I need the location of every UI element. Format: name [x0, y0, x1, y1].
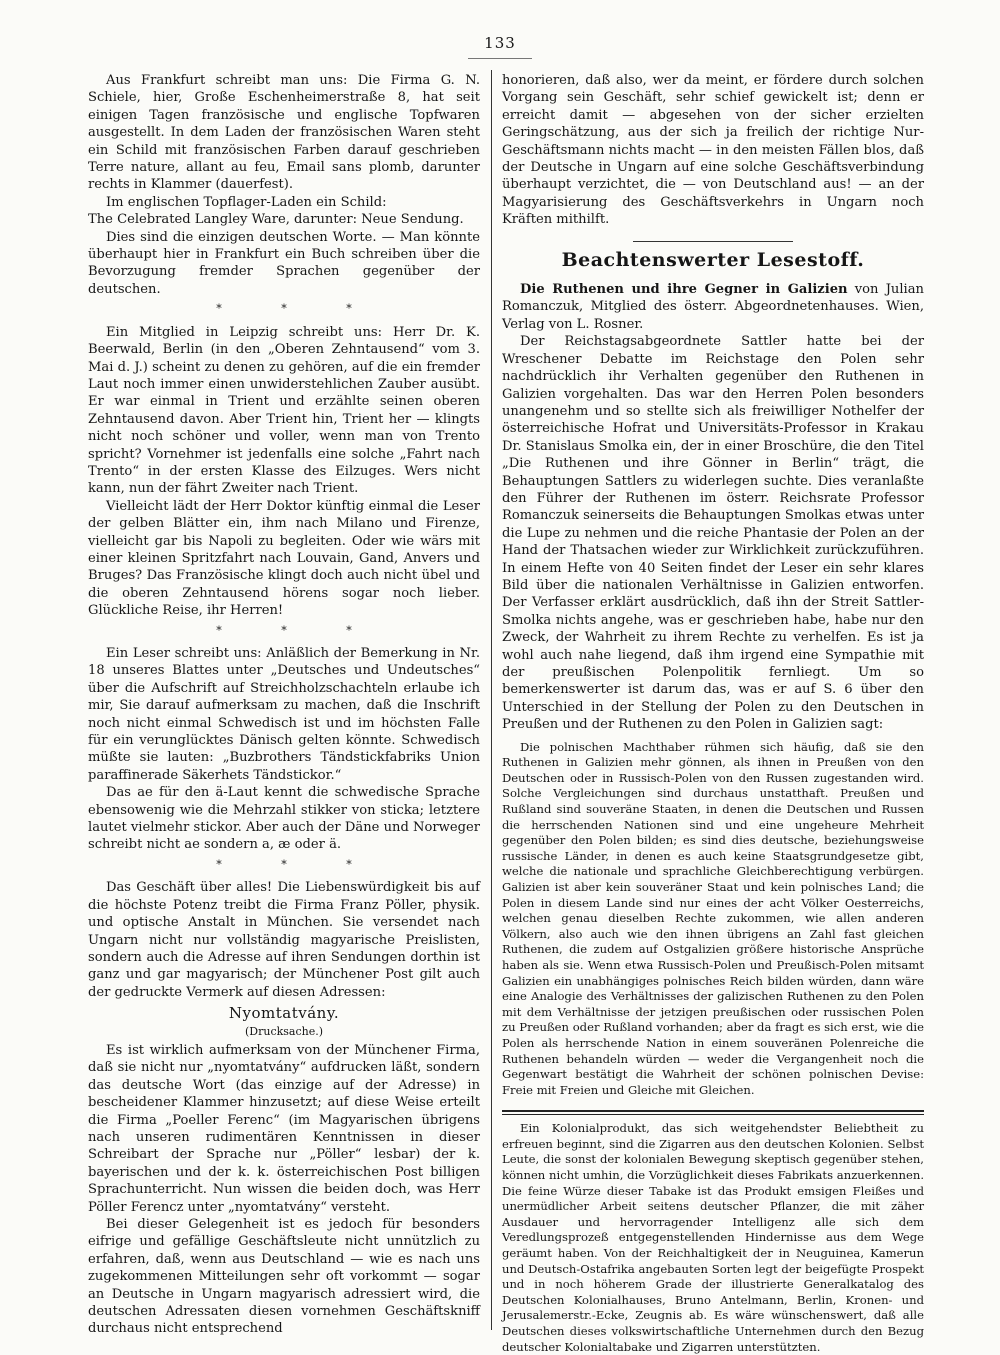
advertisement-kolonialtabak: Ein Kolonialprodukt, das sich weitgehendster Beliebtheit zu erfreuen beginnt, sind die Zigarren aus den deutschen Kolonien. Selbst Leute, die sonst der kolonialen Bewegung skeptisch gegenüber stehen, können nicht umhin, die Vorzüglichkeit dieses Fabrikats anzuerkennen. Die feine Würze dieser Tabake ist das Produkt emsigen Fleißes und unermüdlicher Arbeit seitens deutscher Pflanzer, die mit zäher Ausdauer und hervorragender Intelligenz alle sich dem Veredlungsprozeß entgegenstellenden Hindernisse aus dem Wege geräumt haben. Von der Reichhaltigkeit der in Neuguinea, Kamerun und Deutsch-Ostafrika angebauten Sorten legt der beigefügte Prospekt und in noch höherem Grade der illustrierte Generalkatalog des Deutschen Kolonialhauses, Bruno Antelmann, Berlin, Kronen- und Jerusalemerstr.-Ecke, Zeugnis ab. Es wäre wünschenswert, daß alle Deutschen dieses volkswirtschaftliche Unternehmen durch den Bezug deutscher Kolonialtabake und Zigarren unterstützten.: [502, 1121, 924, 1354]
column-divider: [491, 70, 492, 1330]
sign-nyomtatvany: Nyomtatvány.: [228, 1004, 340, 1023]
section-separator-stars: * * *: [216, 857, 380, 871]
article-poeller-geschaeft: Das Geschäft über alles! Die Liebenswürdigkeit bis auf die höchste Potenz treibt die Firma Franz Pöller, physik. und optische Anstalt in München. Sie versendet nach Ungarn nicht nur vollständig magyarische Preislisten, sondern auch die Adresse auf ihren Sendungen dorthin ist ganz und gar magyarisch; der Münchener Post gilt auch der gedruckte Vermerk auf diesen Adressen:: [88, 880, 480, 1000]
review-title: Die Ruthenen und ihre Gegner in Galizien: [520, 282, 848, 298]
review-body: Der Reichstagsabgeordnete Sattler hatte bei der Wreschener Debatte im Reichstage den Polen sehr nachdrücklich ihr Verhalten gegenüber den Ruthenen in Galizien vorgehalten. Das war den Herren Polen besonders unangenehm und so stellte sich als freiwilliger Nothelfer der österreichische Hofrat und Universitäts-Professor in Krakau Dr. Stanislaus Smolka ein, der in einer Broschüre, die den Titel „Die Ruthenen und ihre Gönner in Berlin“ trägt, die Behauptungen Sattlers zu widerlegen suchte. Dies veranlaßte den Führer der Ruthenen im österr. Reichsrate Professor Romanczuk seinerseits die Behauptungen Smolkas etwas unter die Lupe zu nehmen und die reiche Phantasie der Polen an der Hand der Thatsachen wieder zur Wirklichkeit zurückzuführen. In einem Hefte von 40 Seiten findet der Leser ein sehr klares Bild über die nationalen Verhältnisse in Galizien entworfen. Der Verfasser erklärt ausdrücklich, daß ihn der Streit Sattler-Smolka nichts angehe, was er geschrieben habe, habe nur den Zweck, der Wahrheit zu ihrem Rechte zu verhelfen. Es ist ja wohl auch nahe liegend, daß ihm irgend eine Sympathie mit der preußischen Polenpolitik fernliegt. Um so bemerkenswerter ist darum das, was er auf S. 6 über den Unterschied in der Stellung der Polen zu den Deutschen in Preußen und der Ruthenen zu den Polen in Galizien sagt:: [502, 334, 924, 733]
section-rule: [633, 241, 793, 242]
article-frankfurt-closing: Dies sind die einzigen deutschen Worte. — Man könnte überhaupt hier in Frankfurt ein Buch schreiben über die Bevorzugung fremder Sprachen gegenüber der deutschen.: [88, 229, 480, 297]
article-leipzig-reise: Vielleicht lädt der Herr Doktor künftig einmal die Leser der gelben Blätter ein, ihm nach Milano und Firenze, vielleicht gar bis Napoli zu begleiten. Oder wie wärs mit einer kleinen Spritzfahrt nach Louvain, Gand, Anvers und Bruges? Das Französische klingt doch auch nicht übel und die oberen Zehntausend hörens sogar noch lieber. Glückliche Reise, ihr Herren!: [88, 498, 480, 619]
article-frankfurt-schild: Im englischen Topflager-Laden ein Schild:: [106, 194, 387, 210]
article-leipzig-trient: Ein Mitglied in Leipzig schreibt uns: Herr Dr. K. Beerwald, Berlin (in den „Oberen Zehntausend“ vom 3. Mai d. J.) scheint zu denen zu gehören, auf die ein fremder Laut noch immer einen unwiderstehlichen Zauber ausübt. Er war einmal in Trient und erzählte seinen oberen Zehntausend davon. Aber Trient hin, Trient her — klingts nicht noch schöner und voller, wenn man von Trento spricht? Vornehmer ist jedenfalls eine solche „Fahrt nach Trento“ in der ersten Klasse des Eilzuges. Wers nicht kann, nun der fährt Zweiter nach Trient.: [88, 324, 480, 497]
review-author: von Julian Romanczuk, Mitglied des österr. Abgeordnetenhauses. Wien, Verlag von L. Rosner.: [502, 282, 924, 332]
right-column: [502, 72, 924, 1354]
article-poeller-gelegenheit: Bei dieser Gelegenheit ist es jedoch für besonders eifrige und gefällige Geschäftsleute nicht unnützlich zu erfahren, daß, wenn aus Deutschland — wie es nach uns zugekommenen Mitteilungen sehr oft vorkommt — sogar an Deutsche in Ungarn magyarisch adressiert wird, die deutschen Adressaten diesen vornehmen Geschäftskniff durchaus nicht entsprechend: [88, 1217, 480, 1337]
left-column: [88, 72, 480, 1337]
page-number: 133: [484, 34, 516, 52]
article-poeller-firma: Es ist wirklich aufmerksam von der Münchener Firma, daß sie nicht nur „nyomtatvány“ aufdrucken läßt, sondern das deutsche Wort (das einzige auf der Adresse) in bescheidener Klammer hinzusetzt; auf diese Weise erteilt die Firma „Poeller Ferenc“ (im Magyarischen übrigens nach unseren rudimentären Kenntnissen in dieser Schreibart der Sprache nur „Pöller“ lesbar) der k. bayerischen und der k. k. österreichischen Post billigen Sprachunterricht. Nun wissen die beiden doch, was Herr Pöller Ferencz unter „nyomtatvány“ versteht.: [88, 1042, 480, 1215]
advertisement-rule-thin: [502, 1114, 924, 1115]
section-separator-stars: * * *: [216, 623, 380, 637]
review-heading: [502, 281, 924, 333]
section-separator-stars: * * *: [216, 302, 380, 316]
article-frankfurt-ware: The Celebrated Langley Ware, darunter: Neue Sendung.: [88, 212, 464, 228]
review-quote: Die polnischen Machthaber rühmen sich häufig, daß sie den Ruthenen in Galizien mehr gönnen, als ihnen in Preußen von den Deutschen oder in Russisch-Polen von den Russen zugestanden wird. Solche Vergleichungen sind durchaus unstatthaft. Preußen und Rußland sind souveräne Staaten, in denen die Deutschen und Russen die herrschenden Nationen sind und eine ungeheure Mehrheit gegenüber den Polen bilden; es sind dies deutsche, beziehungsweise russische Länder, in denen es auch keine Staatsgrundgesetze gibt, welche die nationale und sprachliche Gleichberechtigung verbürgen. Galizien ist aber kein souveräner Staat und kein polnisches Land; die Polen in diesem Lande sind nur eines der acht Völker Oesterreichs, welchen genau dieselben Rechte zukommen, wie allen anderen Völkern, also auch wie den ihnen übrigens an Zahl fast gleichen Ruthenen, die zudem auf Ostgalizien größere historische Ansprüche haben als sie. Wenn etwa Russisch-Polen und Preußisch-Polen mitsamt Galizien ein unabhängiges polnisches Reich bilden würden, dann wäre eine Analogie des Verhältnisses der galizischen Ruthenen zu den Polen mit dem Verhältnisse der jetzigen preußischen oder russischen Polen zu Preußen oder Rußland vorhanden; aber da fragt es sich erst, wie die Polen als herrschende Nation in einem souveränen Polenreiche die Ruthenen behandeln würden — weder die Vergangenheit noch die Gegenwart bestätigt die Wahrheit der schönen polnischen Devise: Freie mit Freien und Gleiche mit Gleichen.: [502, 739, 924, 1097]
article-poeller-continued: honorieren, daß also, wer da meint, er fördere durch solchen Vorgang sein Geschäft, sehr schief gewickelt ist; denn er erreicht damit — abgesehen von der sicher erzielten Geringschätzung, aus der sich ja freilich der richtige Nur-Geschäftsmann nichts macht — in den meisten Fällen blos, daß der Deutsche in Ungarn auf eine solche Geschäftsverbindung überhaupt verzichtet, die — von Deutschland aus! — an der Magyarisierung des Geschäftsverkehrs in Ungarn noch Kräften mithilft.: [502, 73, 924, 228]
advertisement-rule: [502, 1110, 924, 1112]
sign-drucksache: (Drucksache.): [244, 1024, 324, 1038]
article-schwedisch-sprache: Das ae für den ä-Laut kennt die schwedische Sprache ebensowenig wie die Mehrzahl stikker von sticka; letztere lautet vielmehr stickor. Aber auch der Däne und Norweger schreibt nicht ae sondern a, æ oder ä.: [88, 785, 480, 853]
page-number-rule: [468, 58, 532, 59]
section-title-lesestoff: Beachtenswerter Lesestoff.: [561, 248, 865, 271]
article-schwedisch-inschrift: Ein Leser schreibt uns: Anläßlich der Bemerkung in Nr. 18 unseres Blattes unter „Deutsches und Undeutsches“ über die Aufschrift auf Streichholzschachteln erlaube ich mir, Sie darauf aufmerksam zu machen, daß die Inschrift noch nicht einmal Schwedisch ist und im höchsten Falle für ein verunglücktes Dänisch gelten könnte. Schwedisch müßte sie lauten: „Buzbrothers Tändstickfabriks Union paraffinerade Säkerhets Tändstickor.“: [88, 646, 480, 783]
article-frankfurt-topfwaren: Aus Frankfurt schreibt man uns: Die Firma G. N. Schiele, hier, Große Eschenheimerstraße 8, hat seit einigen Tagen französische und englische Topfwaren ausgestellt. In dem Laden der französischen Waren steht ein Schild mit französischen Farben darauf geschrieben Terre nature, allant au feu, Email sans plomb, darunter rechts in Klammer (dauerfest).: [88, 73, 480, 193]
